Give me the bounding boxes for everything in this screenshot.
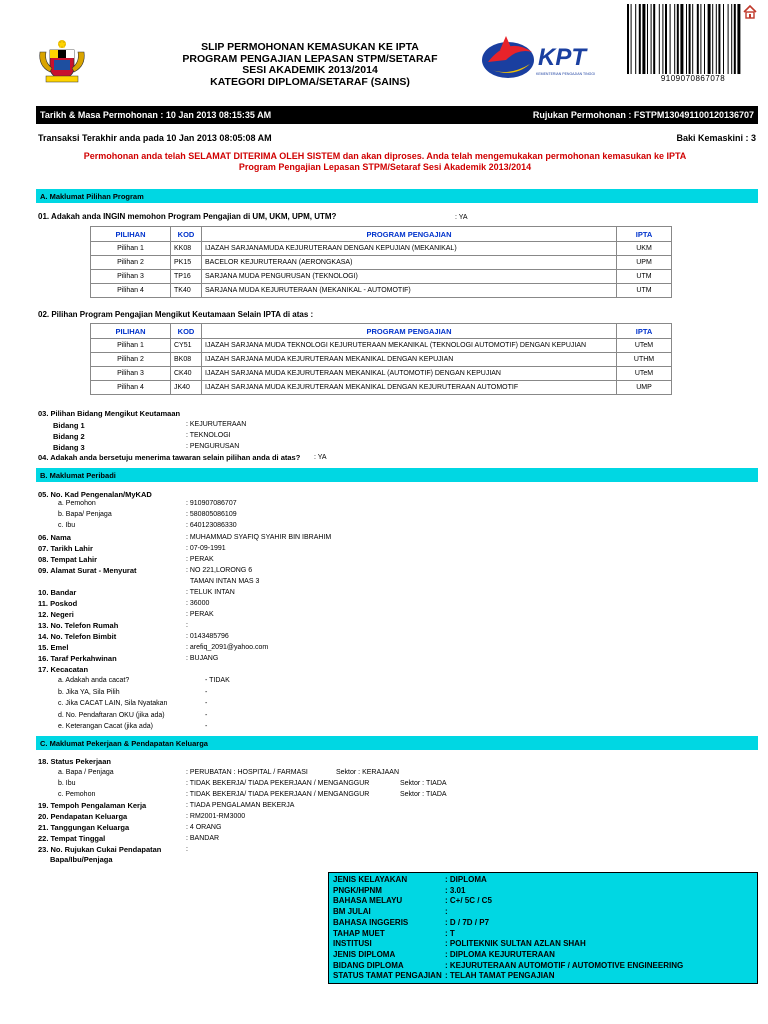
status-value: : TIDAK BEKERJA/ TIADA PEKERJAAN / MENGANGGUR xyxy=(186,791,370,798)
qualification-value: : POLITEKNIK SULTAN AZLAN SHAH xyxy=(445,939,586,949)
field-value: : 0143485796 xyxy=(186,633,229,640)
question-05: 05. No. Kad Pengenalan/MyKAD xyxy=(38,490,152,499)
field-value: : TELUK INTAN xyxy=(186,589,235,596)
field-value: : 4 ORANG xyxy=(186,824,222,831)
question-04-answer: : YA xyxy=(314,454,327,461)
qualification-value: : TELAH TAMAT PENGAJIAN xyxy=(445,971,555,981)
qualification-value: : DIPLOMA xyxy=(445,875,487,884)
field-value: : MUHAMMAD SYAFIQ SYAHIR BIN IBRAHIM xyxy=(186,534,332,541)
ipta-cell: UTeM xyxy=(617,339,672,353)
qualification-label: PNGK/HPNM xyxy=(333,885,382,895)
title-line-2: PROGRAM PENGAJIAN LEPASAN STPM/SETARAF xyxy=(182,52,438,65)
bidang-2-label: Bidang 2 xyxy=(53,432,85,441)
table-header-row xyxy=(91,324,672,339)
kpt-label: KPT xyxy=(538,44,586,71)
field-label: 08. Tempat Lahir xyxy=(38,555,98,564)
status-label: c. Pemohon xyxy=(58,791,96,798)
disability-value: - xyxy=(205,700,208,707)
application-date: Tarikh & Masa Permohonan : 10 Jan 2013 08:15:35 AM xyxy=(40,110,272,120)
table-row xyxy=(91,256,672,270)
field-label: 23. No. Rujukan Cukai Pendapatan xyxy=(38,845,162,854)
field-label: 14. No. Telefon Bimbit xyxy=(38,632,117,641)
qualification-label: BIDANG DIPLOMA xyxy=(333,960,404,970)
header-pilihan: PILIHAN xyxy=(91,324,171,339)
qualification-label: BAHASA INGGERIS xyxy=(333,917,409,927)
disability-value: - xyxy=(205,723,208,730)
field-label: 13. No. Telefon Rumah xyxy=(38,621,119,630)
table-row xyxy=(91,284,672,298)
field-value: : TIADA PENGALAMAN BEKERJA xyxy=(186,802,295,809)
field-value: : arefiq_2091@yahoo.com xyxy=(186,644,269,651)
qualification-label: BAHASA MELAYU xyxy=(333,896,403,906)
barcode-number: 9109070867078 xyxy=(660,74,726,83)
title-line-3: SESI AKADEMIK 2013/2014 xyxy=(242,64,378,76)
question-02: 02. Pilihan Program Pengajian Mengikut Keutamaan Selain IPTA di atas : xyxy=(38,310,314,319)
bidang-2-value: : TEKNOLOGI xyxy=(186,432,231,439)
disability-value: - TIDAK xyxy=(205,677,230,684)
table-row xyxy=(91,353,672,367)
field-value: : PERAK xyxy=(186,611,214,618)
qualification-value: : C+/ 5C / C5 xyxy=(445,896,492,906)
kod-cell: JK40 xyxy=(171,381,202,395)
program-table-1 xyxy=(90,226,672,298)
field-label: 07. Tarikh Lahir xyxy=(38,544,93,553)
header-ipta: IPTA xyxy=(617,227,672,242)
disability-label: b. Jika YA, Sila Pilih xyxy=(58,688,120,696)
sector-value: Sektor : TIADA xyxy=(400,791,447,798)
program-cell: IJAZAH SARJANAMUDA KEJURUTERAAN DENGAN KEPUJIAN (MEKANIKAL) xyxy=(202,242,617,256)
pilihan-cell: Pilihan 4 xyxy=(91,284,171,298)
field-label: 17. Kecacatan xyxy=(38,665,89,674)
qualification-label: INSTITUSI xyxy=(333,939,372,949)
bidang-1-label: Bidang 1 xyxy=(53,421,85,430)
slip-title xyxy=(150,42,470,88)
field-label: 11. Poskod xyxy=(38,599,78,608)
last-transaction: Transaksi Terakhir anda pada 10 Jan 2013 08:05:08 AM xyxy=(38,133,272,143)
bidang-1-value: : KEJURUTERAAN xyxy=(186,421,247,428)
question-03: 03. Pilihan Bidang Mengikut Keutamaan xyxy=(38,409,181,418)
ic-label: b. Bapa/ Penjaga xyxy=(58,511,112,518)
section-c-header xyxy=(36,736,758,750)
notice-line-2: Program Pengajian Lepasan STPM/Setaraf Sesi Akademik 2013/2014 xyxy=(238,162,532,172)
program-cell: SARJANA MUDA PENGURUSAN (TEKNOLOGI) xyxy=(202,270,617,284)
ic-value: : 640123086330 xyxy=(186,522,237,529)
qualification-row xyxy=(333,896,492,906)
program-cell: IJAZAH SARJANA MUDA TEKNOLOGI KEJURUTERAAN MEKANIKAL (TEKNOLOGI AUTOMOTIF) DENGAN KEPUJIAN xyxy=(202,339,617,353)
qualification-row xyxy=(333,875,487,884)
section-a-header xyxy=(36,189,758,203)
question-04: 04. Adakah anda bersetuju menerima tawaran selain pilihan anda di atas? xyxy=(38,453,301,462)
section-b-header xyxy=(36,468,758,482)
kod-cell: BK08 xyxy=(171,353,202,367)
qualification-value: : 3.01 xyxy=(445,885,466,895)
kod-cell: TK40 xyxy=(171,284,202,298)
ipta-cell: UMP xyxy=(617,381,672,395)
kpt-logo xyxy=(478,32,600,84)
qualification-label: JENIS KELAYAKAN xyxy=(333,875,408,884)
pilihan-cell: Pilihan 3 xyxy=(91,270,171,284)
malaysia-crest-logo xyxy=(36,38,88,84)
header-pilihan: PILIHAN xyxy=(91,227,171,242)
section-b-title: B. Maklumat Peribadi xyxy=(40,471,116,480)
disability-label: e. Keterangan Cacat (jika ada) xyxy=(58,723,153,730)
address-line-2: TAMAN INTAN MAS 3 xyxy=(190,578,260,585)
disability-label: d. No. Pendaftaran OKU (jika ada) xyxy=(58,711,165,719)
disability-value: - xyxy=(205,711,208,719)
table-row xyxy=(91,270,672,284)
header-program: PROGRAM PENGAJIAN xyxy=(202,324,617,339)
field-label: 22. Tempat Tinggal xyxy=(38,834,106,843)
barcode-bars xyxy=(625,4,757,74)
status-value: : PERUBATAN : HOSPITAL / FARMASI xyxy=(186,769,308,776)
qualification-row xyxy=(333,971,555,981)
qualification-label: JENIS DIPLOMA xyxy=(333,949,396,959)
pilihan-cell: Pilihan 2 xyxy=(91,353,171,367)
field-label: 10. Bandar xyxy=(38,588,77,597)
ic-value: : 580805086109 xyxy=(186,511,237,518)
ic-label: a. Pemohon xyxy=(58,500,96,507)
status-label: b. Ibu xyxy=(58,780,76,787)
question-18: 18. Status Pekerjaan xyxy=(38,757,111,766)
title-line-1: SLIP PERMOHONAN KEMASUKAN KE IPTA xyxy=(201,41,419,53)
ipta-cell: UTHM xyxy=(617,353,672,367)
question-01-answer: : YA xyxy=(455,214,468,221)
qualification-row xyxy=(333,960,684,970)
program-cell: IJAZAH SARJANA MUDA KEJURUTERAAN MEKANIKAL (AUTOMOTIF) DENGAN KEPUJIAN xyxy=(202,367,617,381)
pilihan-cell: Pilihan 1 xyxy=(91,242,171,256)
field-value: : NO 221,LORONG 6 xyxy=(186,567,253,574)
field-label: 15. Emel xyxy=(38,643,69,652)
sector-value: Sektor : KERAJAAN xyxy=(336,769,400,776)
bidang-3-value: : PENGURUSAN xyxy=(186,443,240,450)
qualification-value: : xyxy=(445,907,448,917)
qualification-value: : KEJURUTERAAN AUTOMOTIF / AUTOMOTIVE ENGINEERING xyxy=(445,960,684,970)
field-value: : xyxy=(186,846,188,853)
application-meta-bar xyxy=(36,106,758,124)
field-value: : BANDAR xyxy=(186,835,220,842)
pilihan-cell: Pilihan 1 xyxy=(91,339,171,353)
qualification-box xyxy=(328,872,758,984)
section-c-title: C. Maklumat Pekerjaan & Pendapatan Keluarga xyxy=(40,739,208,748)
ic-value: : 910907086707 xyxy=(186,500,237,507)
field-label: 20. Pendapatan Keluarga xyxy=(38,812,128,821)
table-row xyxy=(91,381,672,395)
sector-value: Sektor : TIADA xyxy=(400,780,447,787)
section-a-title: A. Maklumat Pilihan Program xyxy=(40,192,144,201)
update-balance: Baki Kemaskini : 3 xyxy=(676,133,756,143)
application-reference: Rujukan Permohonan : FSTPM130491100120136707 xyxy=(532,110,754,120)
qualification-row xyxy=(333,949,555,959)
field-value: : PERAK xyxy=(186,556,214,563)
ipta-cell: UKM xyxy=(617,242,672,256)
table-row xyxy=(91,339,672,353)
qualification-row xyxy=(333,928,455,938)
field-label: 12. Negeri xyxy=(38,610,74,619)
field-value: : RM2001-RM3000 xyxy=(186,813,246,820)
disability-label: a. Adakah anda cacat? xyxy=(58,677,130,684)
header-kod: KOD xyxy=(171,227,202,242)
field-value: : xyxy=(186,622,188,629)
question-01: 01. Adakah anda INGIN memohon Program Pengajian di UM, UKM, UPM, UTM? xyxy=(38,212,337,221)
field-label: 19. Tempoh Pengalaman Kerja xyxy=(38,801,147,810)
ipta-cell: UPM xyxy=(617,256,672,270)
field-value: : 07-09-1991 xyxy=(186,545,226,552)
status-value: : TIDAK BEKERJA/ TIADA PEKERJAAN / MENGANGGUR xyxy=(186,780,370,787)
program-table-2 xyxy=(90,323,672,395)
disability-value: - xyxy=(205,688,208,696)
table-row xyxy=(91,242,672,256)
header-program: PROGRAM PENGAJIAN xyxy=(202,227,617,242)
success-notice xyxy=(40,151,730,173)
pilihan-cell: Pilihan 2 xyxy=(91,256,171,270)
qualification-row xyxy=(333,907,448,917)
header-ipta: IPTA xyxy=(617,324,672,339)
ipta-cell: UTeM xyxy=(617,367,672,381)
qualification-value: : D / 7D / P7 xyxy=(445,917,490,927)
notice-line-1: Permohonan anda telah SELAMAT DITERIMA OLEH SISTEM dan akan diproses. Anda telah mengemukakan permohonan kemasukan ke IPTA xyxy=(83,151,687,161)
pilihan-cell: Pilihan 4 xyxy=(91,381,171,395)
field-label: 21. Tanggungan Keluarga xyxy=(38,823,130,832)
qualification-value: : DIPLOMA KEJURUTERAAN xyxy=(445,949,555,959)
qualification-row xyxy=(333,885,466,895)
kod-cell: CK40 xyxy=(171,367,202,381)
field-value: : 36000 xyxy=(186,600,210,607)
ic-label: c. Ibu xyxy=(58,522,76,529)
qualification-value: : T xyxy=(445,928,455,938)
ipta-cell: UTM xyxy=(617,284,672,298)
disability-label: c. Jika CACAT LAIN, Sila Nyatakan xyxy=(58,700,168,707)
kod-cell: CY51 xyxy=(171,339,202,353)
table-row xyxy=(91,367,672,381)
pilihan-cell: Pilihan 3 xyxy=(91,367,171,381)
field-label: 06. Nama xyxy=(38,533,71,542)
ipta-cell: UTM xyxy=(617,270,672,284)
qualification-label: STATUS TAMAT PENGAJIAN xyxy=(333,971,442,981)
qualification-label: BM JULAI xyxy=(333,907,371,917)
qualification-row xyxy=(333,939,586,949)
qualification-row xyxy=(333,917,490,927)
program-cell: IJAZAH SARJANA MUDA KEJURUTERAAN MEKANIKAL DENGAN KEPUJIAN xyxy=(202,353,617,367)
bidang-3-label: Bidang 3 xyxy=(53,443,85,452)
question-23-line-2: Bapa/Ibu/Penjaga xyxy=(50,855,113,864)
program-cell: SARJANA MUDA KEJURUTERAAN (MEKANIKAL - AUTOMOTIF) xyxy=(202,284,617,298)
kod-cell: KK08 xyxy=(171,242,202,256)
qualification-label: TAHAP MUET xyxy=(333,928,385,938)
field-label: 09. Alamat Surat - Menyurat xyxy=(38,566,137,575)
header-kod: KOD xyxy=(171,324,202,339)
field-value: : BUJANG xyxy=(186,655,219,662)
program-cell: IJAZAH SARJANA MUDA KEJURUTERAAN MEKANIKAL DENGAN KEJURUTERAAN AUTOMOTIF xyxy=(202,381,617,395)
kod-cell: PK15 xyxy=(171,256,202,270)
table-header-row xyxy=(91,227,672,242)
kpt-sub: KEMENTERIAN PENGAJIAN TINGGI xyxy=(536,72,596,76)
program-cell: BACELOR KEJURUTERAAN (AERONGKASA) xyxy=(202,256,617,270)
kod-cell: TP16 xyxy=(171,270,202,284)
field-label: 16. Taraf Perkahwinan xyxy=(38,654,117,663)
title-line-4: KATEGORI DIPLOMA/SETARAF (SAINS) xyxy=(210,75,410,88)
barcode xyxy=(625,4,757,82)
status-label: a. Bapa / Penjaga xyxy=(58,769,114,776)
